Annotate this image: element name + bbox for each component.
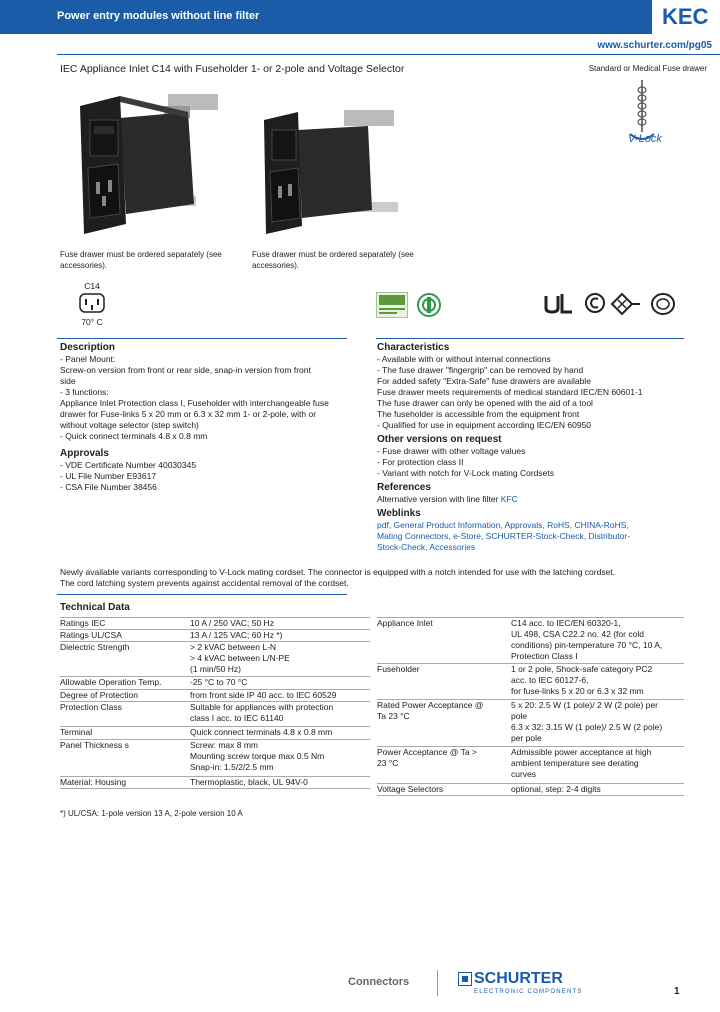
table-row: Panel Thickness s Screw: max 8 mm Mounting screw torque max 0.5 Nm Snap-in: 1.5/2/2.5 mm bbox=[60, 739, 370, 740]
table-row: Voltage Selectors optional, step: 2-4 digits bbox=[377, 783, 684, 796]
photo-1-caption: Fuse drawer must be ordered separately (see accessories). bbox=[60, 250, 222, 270]
approvals-heading: Approvals bbox=[60, 448, 109, 459]
csa-icon bbox=[584, 292, 606, 314]
technical-data-heading: Technical Data bbox=[60, 602, 130, 613]
right-section-rule bbox=[376, 338, 684, 339]
table-row: Rated Power Acceptance @ Ta 23 °C 5 x 20: 2.5 W (1 pole)/ 2 W (2 pole) per pole 6.3 x 32: 3.15 W (1 pole)/ 2.5 W (2 pole) per pole bbox=[377, 699, 684, 700]
technical-data-footnote: *) UL/CSA: 1-pole version 13 A, 2-pole version 10 A bbox=[60, 809, 243, 818]
header-rule bbox=[57, 54, 720, 55]
c14-symbol bbox=[72, 281, 112, 327]
description-heading: Description bbox=[60, 342, 116, 353]
kfc-link[interactable]: KFC bbox=[500, 494, 518, 504]
note-latching: The cord latching system prevents against accidental removal of the cordset. bbox=[60, 578, 349, 588]
description-text: - Panel Mount: Screw-on version from front or rear side, snap-in version from front side - 3 functions: Appliance Inlet Protection class I, Fuseholder with interchangeable fuse drawer for Fuse-links 5 x 20 mm or 6.3 x 32 mm 1- or 2-pole, with or without voltage selector (step switch) - Quick connect terminals 4.8 x 0.8 mm bbox=[60, 354, 329, 441]
schurter-tagline: ELECTRONIC COMPONENTS bbox=[474, 989, 583, 995]
footer-divider bbox=[437, 970, 438, 996]
table-row: Fuseholder 1 or 2 pole, Shock-safe category PC2 acc. to IEC 60127-6, for fuse-links 5 x 20 or 6.3 x 32 mm bbox=[377, 663, 684, 664]
schurter-logo-icon bbox=[458, 972, 472, 986]
ccc-icon bbox=[650, 292, 676, 316]
v-lock-logo: V-Lock bbox=[628, 133, 662, 145]
vde-icon bbox=[610, 292, 644, 316]
website-link[interactable]: www.schurter.com/pg05 bbox=[597, 40, 712, 51]
characteristics-text: - Available with or without internal connections - The fuse drawer "fingergrip" can be removed by hand For added safety "Extra-Safe" fuse drawers are available Fuse drawer meets requirements of medical standard IEC/EN 60601-1 The fuse drawer can only be opened with the aid of a tool The fuseholder is accessible from the equipment front - Qualified for use in equipment according IEC/EN 60950 bbox=[377, 354, 643, 430]
c14-temp: 70° C bbox=[81, 317, 103, 327]
footer-section-label: Connectors bbox=[348, 976, 410, 988]
table-row: Material: Housing Thermoplastic, black, UL 94V-0 bbox=[60, 776, 370, 789]
product-subtitle: IEC Appliance Inlet C14 with Fuseholder 1- or 2-pole and Voltage Selector bbox=[60, 63, 405, 75]
header-title: Power entry modules without line filter bbox=[57, 10, 260, 22]
other-versions-heading: Other versions on request bbox=[377, 434, 502, 445]
table-row: Ratings UL/CSA 13 A / 125 VAC; 60 Hz *) bbox=[60, 629, 370, 630]
product-photo-2 bbox=[258, 106, 408, 236]
references-heading: References bbox=[377, 482, 431, 493]
c14-label: C14 bbox=[84, 281, 100, 291]
table-row: Degree of Protection from front side IP 40 acc. to IEC 60529 bbox=[60, 689, 370, 690]
photo-2-caption: Fuse drawer must be ordered separately (see accessories). bbox=[252, 250, 414, 270]
other-versions-text: - Fuse drawer with other voltage values - For protection class II - Variant with notch for V-Lock mating Cordsets bbox=[377, 446, 555, 478]
table-row: Dielectric Strength > 2 kVAC between L-N > 4 kVAC between L/N-PE (1 min/50 Hz) bbox=[60, 641, 370, 642]
table-row: Appliance Inlet C14 acc. to IEC/EN 60320-1, UL 498, CSA C22.2 no. 42 (for cold conditions) pin-temperature 70 °C, 10 A, Protection Class I bbox=[377, 617, 684, 619]
table-row: Terminal Quick connect terminals 4.8 x 0.8 mm bbox=[60, 726, 370, 727]
note-vlock: Newly available variants corresponding to V-Lock mating cordset. The connector is equipped with a notch intended for use with the latching cordset. bbox=[60, 567, 616, 577]
header-bar bbox=[0, 0, 720, 34]
ul-recognized-icon bbox=[542, 292, 576, 316]
page-number: 1 bbox=[674, 986, 680, 997]
schurter-brand: SCHURTER bbox=[474, 970, 563, 987]
weblinks-list[interactable]: pdf, General Product Information, Approvals, RoHS, CHINA-RoHS, Mating Connectors, e-Store, SCHURTER-Stock-Check, Distributor- Stock-Check, Accessories bbox=[377, 520, 631, 552]
technical-data-rule bbox=[57, 594, 347, 595]
characteristics-heading: Characteristics bbox=[377, 342, 450, 353]
china-rohs-icon bbox=[416, 292, 442, 318]
weblinks-heading: Weblinks bbox=[377, 508, 421, 519]
rohs-icon bbox=[376, 292, 408, 318]
table-row: Allowable Operation Temp. -25 °C to 70 °C bbox=[60, 676, 370, 677]
product-photo-1 bbox=[68, 86, 228, 236]
table-row: Ratings IEC 10 A / 250 VAC; 50 Hz bbox=[60, 617, 370, 619]
series-label: KEC bbox=[652, 0, 720, 34]
c14-inlet-icon bbox=[79, 293, 105, 313]
fuse-drawer-title: Standard or Medical Fuse drawer bbox=[588, 64, 707, 73]
table-row: Protection Class Suitable for appliances with protection class I acc. to IEC 61140 bbox=[60, 701, 370, 702]
approvals-text: - VDE Certificate Number 40030345 - UL File Number E93617 - CSA File Number 38456 bbox=[60, 460, 197, 492]
left-section-rule bbox=[57, 338, 347, 339]
references-text: Alternative version with line filter KFC bbox=[377, 494, 518, 504]
table-row: Power Acceptance @ Ta > 23 °C Admissible power acceptance at high ambient temperature see derating curves bbox=[377, 746, 684, 747]
